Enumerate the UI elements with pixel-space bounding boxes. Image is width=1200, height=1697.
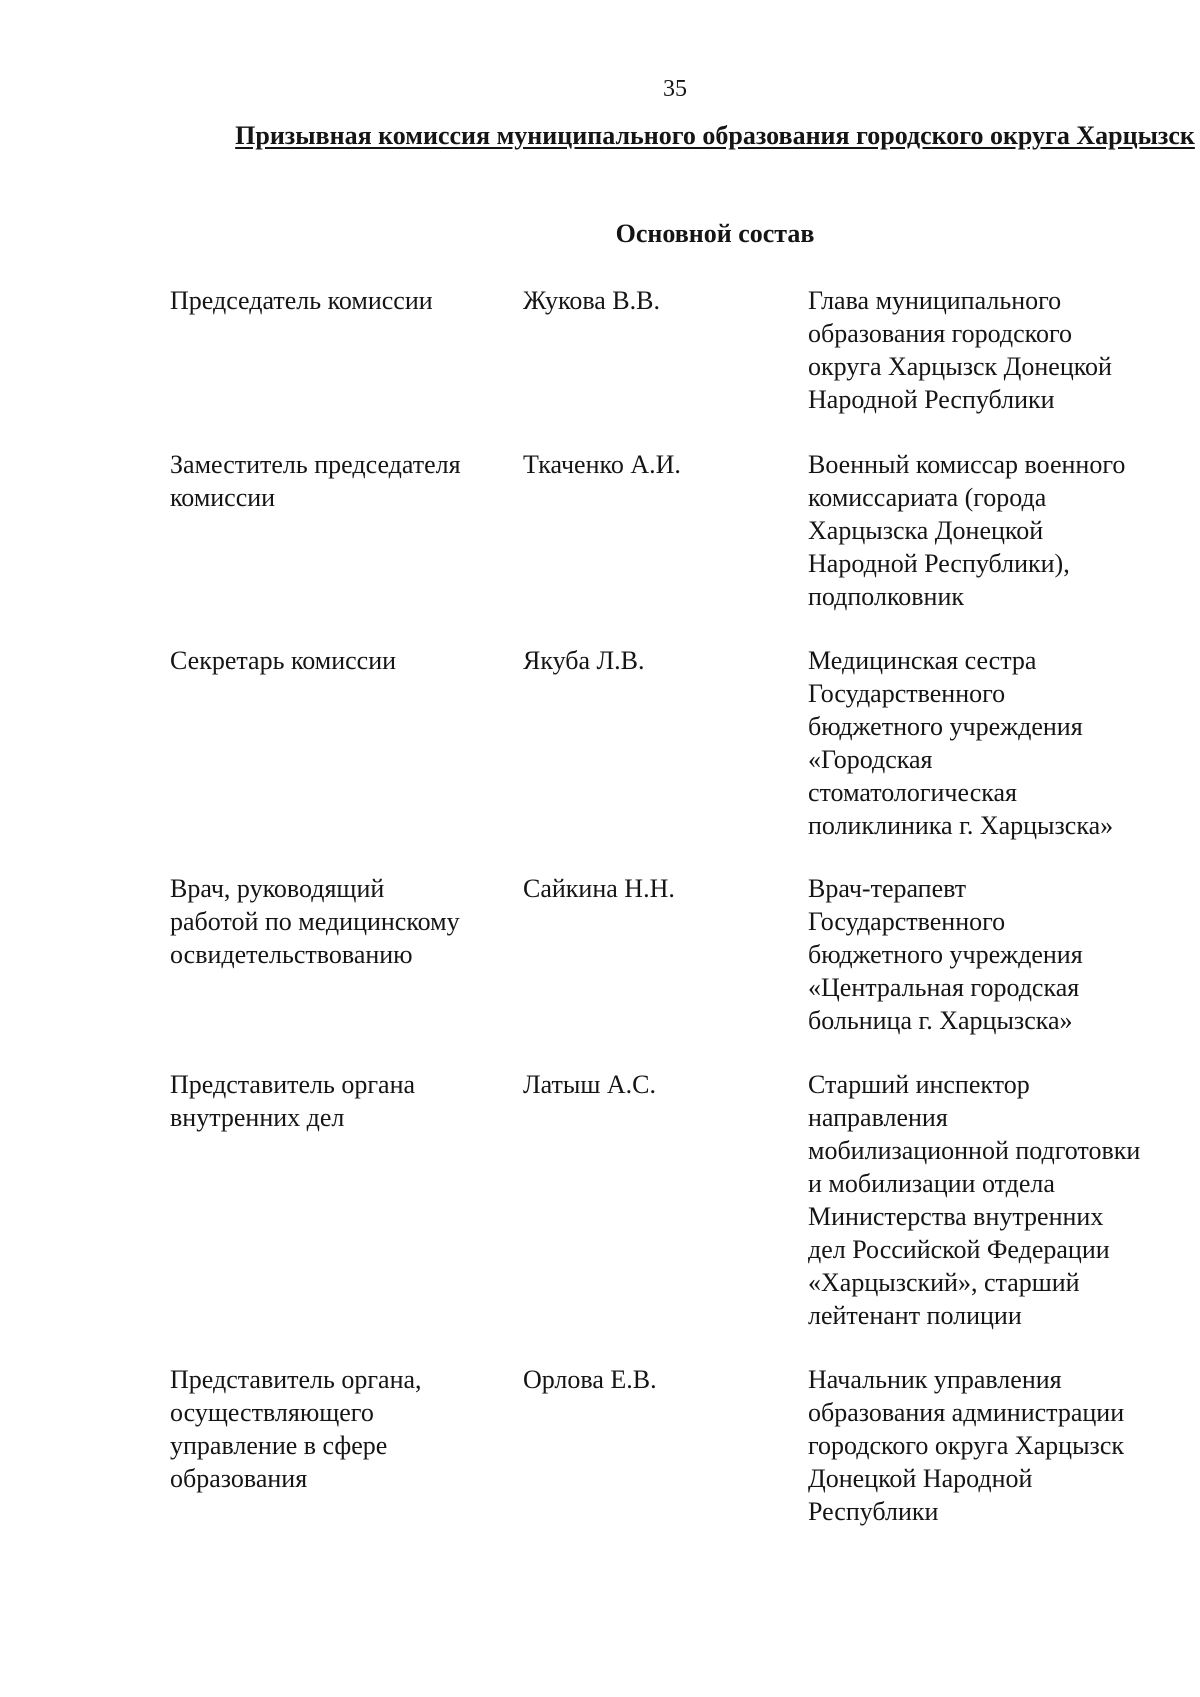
member-name: Ткаченко А.И.	[523, 450, 681, 479]
member-role: Представитель органа внутренних дел	[170, 1070, 416, 1132]
member-position: Начальник управления образования администрации городского округа Харцызск Донецкой Народной Республики	[808, 1365, 1125, 1526]
member-role: Заместитель председателя комиссии	[170, 450, 461, 512]
member-position: Медицинская сестра Государственного бюджетного учреждения «Городская стоматологическая поликлиника г. Харцызска»	[808, 646, 1114, 840]
member-name: Латыш А.С.	[523, 1070, 656, 1099]
member-name: Сайкина Н.Н.	[523, 874, 675, 903]
member-role: Председатель комиссии	[170, 286, 433, 315]
member-position: Врач-терапевт Государственного бюджетного учреждения «Центральная городская больница г. Харцызска»	[808, 874, 1083, 1035]
member-name: Орлова Е.В.	[523, 1365, 657, 1394]
member-role: Секретарь комиссии	[170, 646, 397, 675]
member-position: Военный комиссар военного комиссариата (города Харцызска Донецкой Народной Республики), подполковник	[808, 450, 1126, 611]
member-role: Представитель органа, осуществляющего управление в сфере образования	[170, 1365, 422, 1493]
member-name: Якуба Л.В.	[523, 646, 645, 675]
page-number: 35	[663, 76, 687, 102]
document-title: Призывная комиссия муниципального образования городского округа Харцызск	[235, 121, 1195, 150]
member-position: Старший инспектор направления мобилизационной подготовки и мобилизации отдела Министерства внутренних дел Российской Федерации «Харцызский», старший лейтенант полиции	[808, 1070, 1141, 1330]
member-position: Глава муниципального образования городского округа Харцызск Донецкой Народной Республики	[808, 286, 1112, 414]
member-role: Врач, руководящий работой по медицинскому освидетельствованию	[170, 874, 460, 969]
member-name: Жукова В.В.	[523, 286, 660, 315]
section-subtitle: Основной состав	[615, 219, 815, 248]
